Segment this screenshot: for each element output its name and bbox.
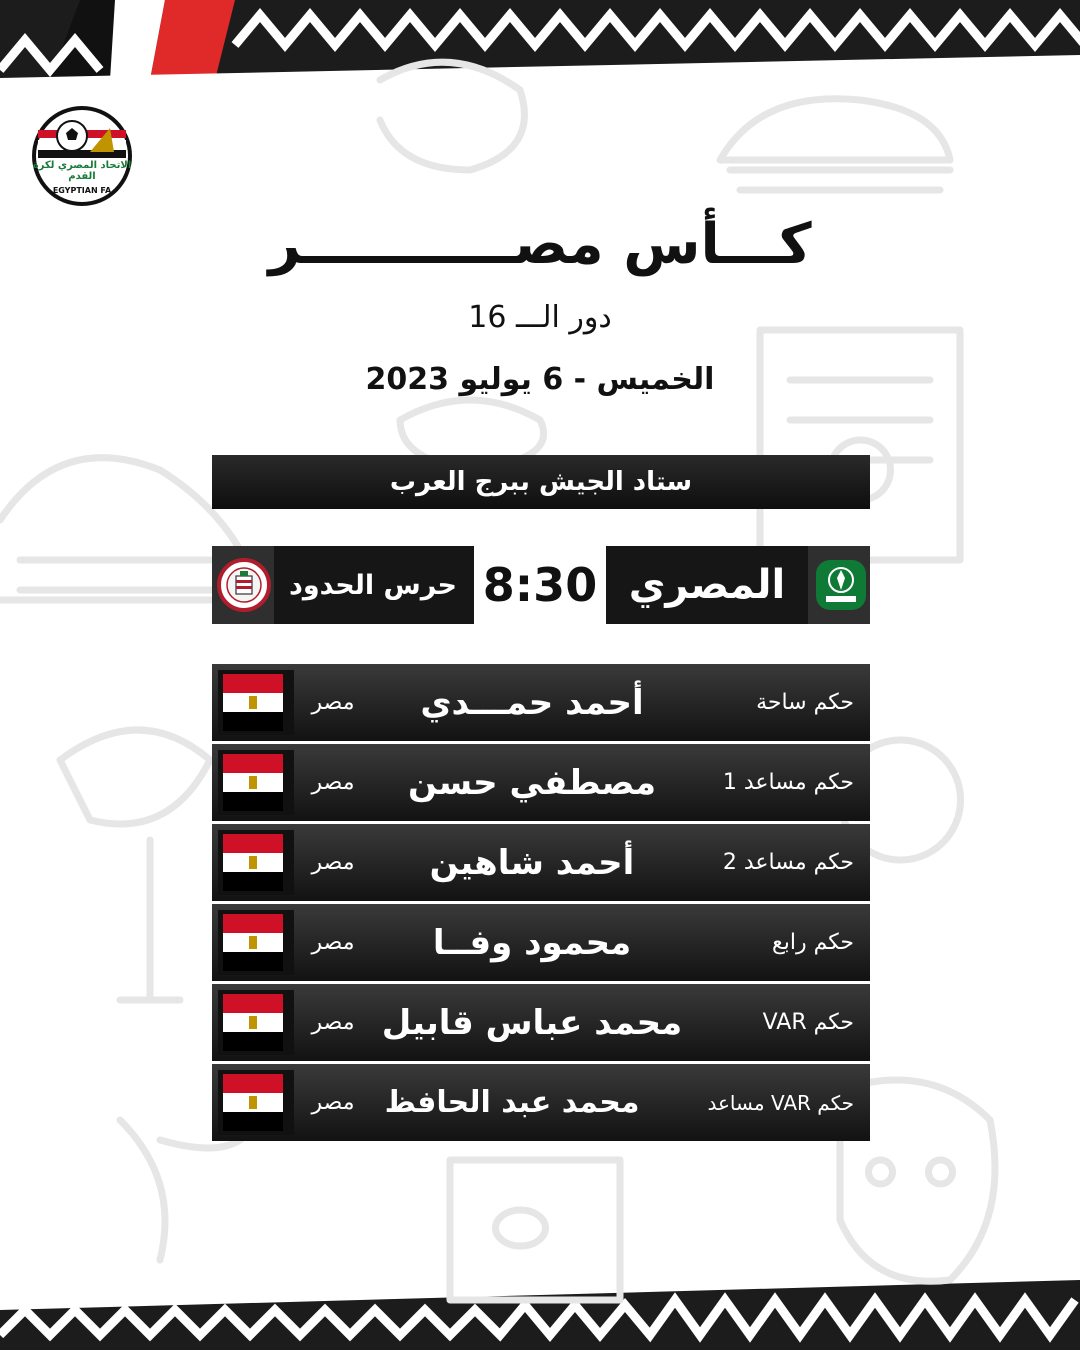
egypt-flag-icon: [223, 754, 283, 811]
egypt-flag-icon: [223, 674, 283, 731]
kickoff-time: 8:30: [474, 546, 606, 624]
fa-logo-arabic-text: الاتحاد المصري لكرة القدم: [32, 160, 132, 182]
official-row: [212, 744, 870, 821]
round-label: دور الـــ 16: [468, 300, 612, 335]
official-role: حكم مساعد 1: [722, 770, 854, 795]
match-date: الخميس - 6 يوليو 2023: [365, 362, 715, 397]
egypt-flag-icon: [223, 834, 283, 891]
official-role: حكم مساعد 2: [722, 850, 854, 875]
officials-list: [212, 664, 870, 1144]
official-name: مصطفي حسن: [407, 762, 657, 803]
egypt-flag-icon: [223, 1074, 283, 1131]
home-team-name: المصري: [628, 562, 786, 608]
venue-label: ستاد الجيش ببرج العرب: [389, 467, 693, 497]
official-name: أحمد حمـــدي: [420, 682, 644, 723]
official-name: محمد عبد الحافظ: [384, 1085, 640, 1120]
official-name: محمد عباس قابيل: [381, 1002, 683, 1043]
official-country: مصر: [311, 690, 355, 715]
venue-bar: [212, 455, 870, 509]
official-role: حكم ساحة: [756, 690, 854, 715]
official-country: مصر: [311, 1010, 355, 1035]
official-country: مصر: [311, 770, 355, 795]
official-country: مصر: [311, 930, 355, 955]
home-team-crest-icon: [814, 558, 868, 612]
egypt-flag-icon: [223, 914, 283, 971]
official-name: أحمد شاهين: [429, 842, 635, 883]
competition-title: كـــأس مصـــــــــــر: [268, 212, 812, 277]
match-bar: [212, 546, 870, 624]
official-row: [212, 1064, 870, 1141]
official-row: [212, 664, 870, 741]
fa-logo-english-text: EGYPTIAN FA: [52, 186, 112, 195]
official-country: مصر: [311, 850, 355, 875]
official-country: مصر: [311, 1090, 355, 1115]
official-role: حكم رابع: [772, 930, 854, 955]
away-team-crest-icon: [217, 558, 271, 612]
official-name: محمود وفــا: [432, 922, 632, 963]
egypt-flag-icon: [223, 994, 283, 1051]
official-row: [212, 984, 870, 1061]
official-role: حكم VAR مساعد: [707, 1090, 854, 1115]
official-row: [212, 904, 870, 981]
official-role: حكم VAR: [762, 1010, 854, 1035]
official-row: [212, 824, 870, 901]
away-team-name: حرس الحدود: [289, 569, 457, 601]
